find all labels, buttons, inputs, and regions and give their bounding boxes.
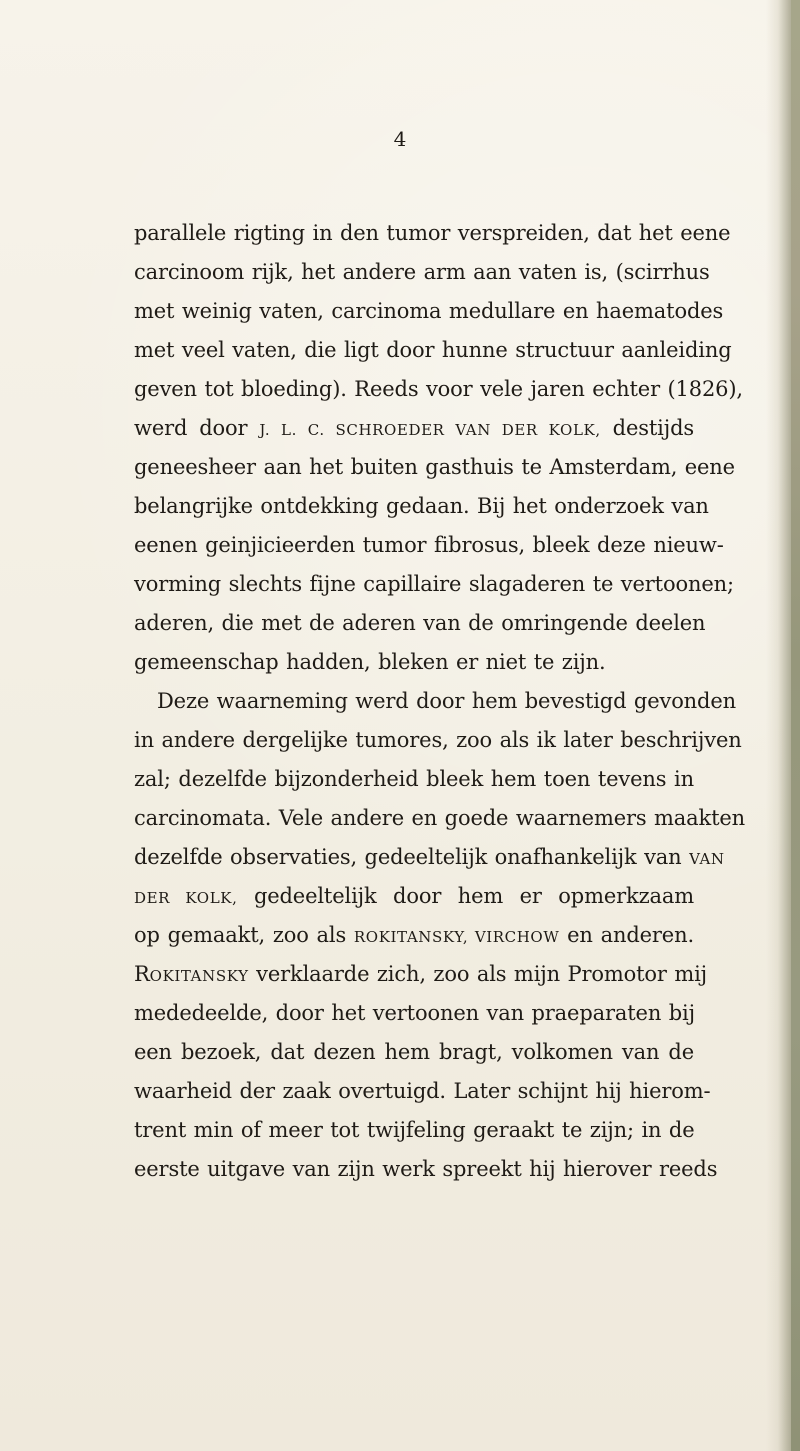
text-segment: in andere dergelijke tumores, zoo als ik later beschrijven xyxy=(134,728,742,752)
text-segment: met weinig vaten, carcinoma medullare en haematodes xyxy=(134,299,724,323)
text-segment: waarheid der zaak overtuigd. Later schijnt hij hierom- xyxy=(134,1079,711,1103)
body-text xyxy=(134,214,746,1189)
text-segment: gemeenschap hadden, bleken er niet te zijn. xyxy=(134,650,606,674)
text-line xyxy=(134,760,694,799)
text-segment: geven tot bloeding). Reeds voor vele jaren echter (1826), xyxy=(134,377,743,401)
text-segment: aderen, die met de aderen van de omringende deelen xyxy=(134,611,706,635)
text-line xyxy=(134,916,694,955)
text-segment: eerste uitgave van zijn werk spreekt hij hierover reeds xyxy=(134,1157,718,1181)
page-edge-shadow xyxy=(766,0,800,1451)
text-line xyxy=(134,565,734,604)
text-line xyxy=(134,643,694,682)
text-segment: op gemaakt, zoo als xyxy=(134,923,354,947)
text-segment: trent min of meer tot twijfeling geraakt te zijn; in de xyxy=(134,1118,695,1142)
text-line xyxy=(134,370,743,409)
text-segment: en anderen. xyxy=(559,923,694,947)
text-line xyxy=(134,604,706,643)
text-line xyxy=(134,448,735,487)
text-segment: verklaarde zich, zoo als mijn Promotor mij xyxy=(248,962,708,986)
text-segment: met veel vaten, die ligt door hunne structuur aanleiding xyxy=(134,338,732,362)
text-segment: vorming slechts fijne capillaire slagaderen te vertoonen; xyxy=(134,572,734,596)
text-segment: belangrijke ontdekking gedaan. Bij het onderzoek van xyxy=(134,494,709,518)
text-segment: werd door xyxy=(134,416,260,440)
text-line xyxy=(134,409,694,448)
text-line xyxy=(134,838,725,877)
text-segment: dezelfde observaties, gedeeltelijk onafhankelijk van xyxy=(134,845,690,869)
text-line xyxy=(134,721,742,760)
text-segment: mededeelde, door het vertoonen van praeparaten bij xyxy=(134,1001,695,1025)
text-line xyxy=(134,682,737,721)
text-line xyxy=(134,877,694,916)
text-line xyxy=(134,1150,718,1189)
small-caps-name: VAN xyxy=(689,850,725,868)
text-line xyxy=(134,994,694,1033)
text-line xyxy=(134,799,746,838)
text-segment: R xyxy=(134,962,150,986)
text-line xyxy=(134,955,708,994)
text-line xyxy=(134,253,710,292)
text-line xyxy=(134,487,709,526)
small-caps-name: DER KOLK, xyxy=(134,889,238,907)
text-segment: zal; dezelfde bijzonderheid bleek hem toen tevens in xyxy=(134,767,694,791)
text-segment: carcinomata. Vele andere en goede waarnemers maakten xyxy=(134,806,746,830)
text-line xyxy=(134,526,724,565)
text-line xyxy=(134,1072,711,1111)
text-line xyxy=(134,1111,694,1150)
text-line xyxy=(134,1033,694,1072)
text-segment: eenen geinjicieerden tumor fibrosus, bleek deze nieuw- xyxy=(134,533,724,557)
text-line xyxy=(134,214,731,253)
text-segment: geneesheer aan het buiten gasthuis te Amsterdam, eene xyxy=(134,455,735,479)
text-line xyxy=(134,292,724,331)
small-caps-name: ROKITANSKY, VIRCHOW xyxy=(353,928,560,946)
text-segment: parallele rigting in den tumor verspreiden, dat het eene xyxy=(134,221,731,245)
text-segment: Deze waarneming werd door hem bevestigd gevonden xyxy=(157,689,737,713)
text-line xyxy=(134,331,732,370)
text-segment: een bezoek, dat dezen hem bragt, volkomen van de xyxy=(134,1040,694,1064)
text-segment: gedeeltelijk door hem er opmerkzaam xyxy=(237,884,694,908)
text-segment: carcinoom rijk, het andere arm aan vaten is, (scirrhus xyxy=(134,260,710,284)
small-caps-name: J. L. C. SCHROEDER VAN DER KOLK, xyxy=(259,421,601,439)
page-number: 4 xyxy=(393,127,407,151)
small-caps-name: OKITANSKY xyxy=(149,967,249,985)
text-segment: destijds xyxy=(600,416,694,440)
